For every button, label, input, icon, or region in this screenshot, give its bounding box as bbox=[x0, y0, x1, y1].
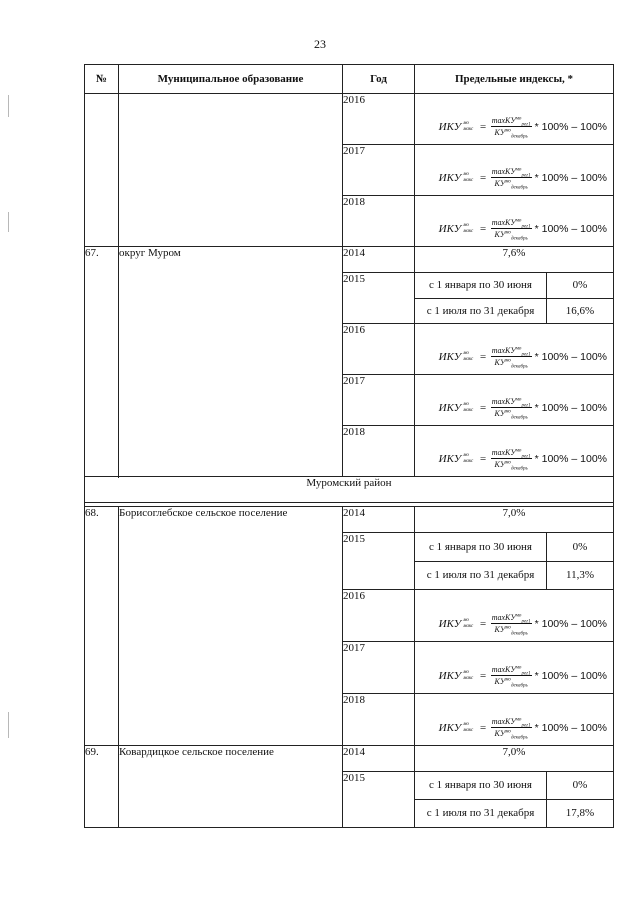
index-formula bbox=[415, 426, 614, 477]
formula-lhs: ИКУ bbox=[438, 401, 462, 414]
formula-equals: = bbox=[479, 350, 487, 363]
formula-fraction bbox=[491, 717, 532, 739]
region-heading: Муромский район bbox=[85, 477, 614, 503]
period-label: с 1 января по 30 июня bbox=[415, 533, 547, 561]
formula-numerator-sub: peг1 bbox=[521, 224, 531, 230]
formula-lhs-top: мо bbox=[463, 120, 469, 126]
formula-numerator-main: maxKУ bbox=[491, 345, 516, 355]
period-value: 0% bbox=[572, 540, 588, 553]
formula-denominator-sub: декабрь bbox=[510, 684, 528, 689]
period-value: 17,8% bbox=[547, 799, 614, 827]
formula-numerator-sup: мо bbox=[515, 116, 522, 122]
table-row bbox=[85, 247, 614, 273]
formula-fraction bbox=[491, 665, 532, 687]
formula-lhs-top: мо bbox=[463, 350, 469, 356]
formula-rest: * 100% – 100% bbox=[534, 222, 607, 235]
formula-numerator-sub: peг1 bbox=[521, 122, 531, 128]
formula-denominator bbox=[495, 357, 528, 368]
formula-numerator-main: maxKУ bbox=[491, 612, 516, 622]
formula-fraction bbox=[491, 613, 532, 635]
formula-numerator-main: maxKУ bbox=[491, 664, 516, 674]
formula-rest: * 100% – 100% bbox=[534, 669, 607, 682]
year-cell: 2014 bbox=[343, 247, 415, 273]
formula-lhs-indices bbox=[463, 453, 473, 465]
formula-denominator-sub: декабрь bbox=[510, 632, 528, 637]
year-cell: 2018 bbox=[343, 426, 415, 477]
formula-numerator-main: maxKУ bbox=[491, 166, 516, 176]
year-cell: 2014 bbox=[343, 746, 415, 772]
formula-lhs-indices bbox=[463, 223, 473, 235]
formula-numerator bbox=[491, 167, 532, 179]
row-number bbox=[85, 94, 119, 247]
scan-margin-mark bbox=[8, 712, 9, 738]
formula-equals: = bbox=[479, 617, 487, 630]
header-number: № bbox=[85, 65, 119, 94]
formula-lhs-bottom: макс bbox=[463, 407, 474, 413]
tariff-index-formula bbox=[439, 218, 607, 240]
formula-denominator-sup: мо bbox=[505, 358, 511, 364]
index-value: 7,0% bbox=[415, 746, 614, 772]
index-formula bbox=[415, 375, 614, 426]
year-cell: 2015 bbox=[343, 273, 415, 324]
index-formula bbox=[415, 145, 614, 196]
formula-lhs-indices bbox=[463, 402, 473, 414]
formula-lhs-bottom: макс bbox=[463, 177, 474, 183]
formula-rest: * 100% – 100% bbox=[534, 120, 607, 133]
formula-lhs-top: мо bbox=[463, 401, 469, 407]
formula-lhs-indices bbox=[463, 722, 473, 734]
period-value: 11,3% bbox=[547, 561, 614, 589]
municipality-name: округ Муром bbox=[119, 247, 343, 477]
tariff-index-formula bbox=[439, 613, 607, 635]
formula-fraction bbox=[491, 448, 532, 470]
formula-denominator bbox=[495, 127, 528, 138]
year-cell: 2016 bbox=[343, 94, 415, 145]
formula-equals: = bbox=[479, 669, 487, 682]
formula-lhs-bottom: макс bbox=[463, 623, 474, 629]
year-cell: 2016 bbox=[343, 324, 415, 375]
formula-denominator-sub: декабрь bbox=[510, 135, 528, 140]
formula-equals: = bbox=[479, 721, 487, 734]
row-number: 69. bbox=[85, 746, 119, 828]
formula-numerator-main: maxKУ bbox=[491, 447, 516, 457]
formula-numerator-sup: мо bbox=[515, 665, 522, 671]
formula-denominator-main: KУ bbox=[494, 128, 506, 138]
formula-equals: = bbox=[479, 222, 487, 235]
formula-numerator bbox=[491, 717, 532, 729]
formula-denominator-sup: мо bbox=[505, 460, 511, 466]
formula-lhs-indices bbox=[463, 351, 473, 363]
index-formula bbox=[415, 642, 614, 694]
tariff-index-table bbox=[84, 64, 614, 828]
formula-numerator-sub: peг1 bbox=[521, 671, 531, 677]
formula-denominator-sup: мо bbox=[505, 230, 511, 236]
row-number: 68. bbox=[85, 507, 119, 746]
formula-lhs: ИКУ bbox=[438, 617, 462, 630]
formula-numerator-sup: мо bbox=[515, 167, 522, 173]
tariff-index-formula bbox=[439, 167, 607, 189]
formula-denominator-sub: декабрь bbox=[510, 237, 528, 242]
formula-numerator bbox=[491, 448, 532, 460]
formula-denominator bbox=[495, 728, 528, 739]
tariff-index-formula bbox=[439, 717, 607, 739]
split-periods-cell bbox=[415, 533, 614, 590]
formula-numerator-sub: peг1 bbox=[521, 454, 531, 460]
table-row bbox=[85, 94, 614, 145]
formula-denominator-sub: декабрь bbox=[510, 736, 528, 741]
table-row bbox=[85, 477, 614, 503]
formula-lhs-top: мо bbox=[463, 171, 469, 177]
formula-denominator-sub: декабрь bbox=[510, 186, 528, 191]
formula-lhs-bottom: макс bbox=[463, 228, 474, 234]
formula-lhs-top: мо bbox=[463, 222, 469, 228]
index-formula bbox=[415, 94, 614, 145]
formula-numerator bbox=[491, 665, 532, 677]
formula-lhs: ИКУ bbox=[438, 120, 462, 133]
formula-denominator-sup: мо bbox=[505, 409, 511, 415]
formula-denominator-main: KУ bbox=[494, 409, 506, 419]
formula-rest: * 100% – 100% bbox=[534, 617, 607, 630]
formula-denominator-sup: мо bbox=[505, 179, 511, 185]
period-value: 16,6% bbox=[547, 298, 614, 323]
formula-denominator bbox=[495, 178, 528, 189]
index-formula bbox=[415, 590, 614, 642]
formula-numerator-main: maxKУ bbox=[491, 396, 516, 406]
formula-numerator-sub: peг1 bbox=[521, 352, 531, 358]
tariff-index-formula bbox=[439, 665, 607, 687]
formula-lhs-bottom: макс bbox=[463, 675, 474, 681]
formula-denominator-main: KУ bbox=[494, 625, 506, 635]
split-periods-cell bbox=[415, 273, 614, 324]
formula-lhs: ИКУ bbox=[438, 222, 462, 235]
formula-numerator-sup: мо bbox=[515, 613, 522, 619]
formula-denominator-main: KУ bbox=[494, 358, 506, 368]
year-cell: 2017 bbox=[343, 642, 415, 694]
split-periods-cell bbox=[415, 772, 614, 828]
period-label: с 1 июля по 31 декабря bbox=[415, 298, 547, 323]
index-value: 7,0% bbox=[415, 507, 614, 533]
formula-lhs: ИКУ bbox=[438, 171, 462, 184]
formula-numerator-sub: peг1 bbox=[521, 723, 531, 729]
formula-lhs-top: мо bbox=[463, 721, 469, 727]
formula-denominator bbox=[495, 408, 528, 419]
year-cell: 2017 bbox=[343, 375, 415, 426]
municipality-name bbox=[119, 94, 343, 247]
scan-margin-mark bbox=[8, 95, 9, 117]
formula-numerator-sup: мо bbox=[515, 448, 522, 454]
table-header-row bbox=[85, 65, 614, 94]
tariff-index-formula bbox=[439, 448, 607, 470]
formula-lhs-indices bbox=[463, 121, 473, 133]
formula-numerator-sub: peг1 bbox=[521, 619, 531, 625]
formula-lhs-indices bbox=[463, 670, 473, 682]
formula-lhs-indices bbox=[463, 618, 473, 630]
formula-denominator bbox=[495, 624, 528, 635]
table-row bbox=[85, 507, 614, 533]
formula-numerator-sup: мо bbox=[515, 346, 522, 352]
period-value: 0% bbox=[572, 279, 588, 292]
formula-lhs: ИКУ bbox=[438, 669, 462, 682]
formula-fraction bbox=[491, 167, 532, 189]
formula-fraction bbox=[491, 397, 532, 419]
formula-lhs-bottom: макс bbox=[463, 727, 474, 733]
index-formula bbox=[415, 196, 614, 247]
formula-rest: * 100% – 100% bbox=[534, 721, 607, 734]
formula-equals: = bbox=[479, 120, 487, 133]
page-number: 23 bbox=[314, 37, 326, 51]
period-label: с 1 июля по 31 декабря bbox=[415, 799, 547, 827]
index-formula bbox=[415, 324, 614, 375]
formula-fraction bbox=[491, 116, 532, 138]
index-value: 7,6% bbox=[415, 247, 614, 273]
table-row bbox=[85, 746, 614, 772]
formula-denominator-sup: мо bbox=[505, 677, 511, 683]
index-formula bbox=[415, 694, 614, 746]
formula-denominator-sub: декабрь bbox=[510, 467, 528, 472]
formula-denominator-main: KУ bbox=[494, 729, 506, 739]
header-municipality: Муниципальное образование bbox=[119, 65, 343, 94]
formula-denominator-main: KУ bbox=[494, 677, 506, 687]
formula-numerator bbox=[491, 116, 532, 128]
year-cell: 2017 bbox=[343, 145, 415, 196]
formula-numerator-main: maxKУ bbox=[491, 217, 516, 227]
formula-rest: * 100% – 100% bbox=[534, 350, 607, 363]
tariff-index-formula bbox=[439, 346, 607, 368]
formula-numerator bbox=[491, 397, 532, 409]
row-number: 67. bbox=[85, 247, 119, 477]
formula-denominator-main: KУ bbox=[494, 230, 506, 240]
year-cell: 2015 bbox=[343, 772, 415, 828]
formula-lhs: ИКУ bbox=[438, 721, 462, 734]
tariff-index-formula bbox=[439, 397, 607, 419]
scan-margin-mark bbox=[8, 212, 9, 232]
formula-numerator-sup: мо bbox=[515, 717, 522, 723]
period-label: с 1 января по 30 июня bbox=[415, 273, 547, 298]
formula-numerator-sub: peг1 bbox=[521, 173, 531, 179]
formula-lhs-top: мо bbox=[463, 669, 469, 675]
formula-denominator bbox=[495, 676, 528, 687]
formula-numerator-main: maxKУ bbox=[491, 115, 516, 125]
formula-denominator bbox=[495, 229, 528, 240]
header-year: Год bbox=[343, 65, 415, 94]
year-cell: 2018 bbox=[343, 196, 415, 247]
formula-equals: = bbox=[479, 401, 487, 414]
formula-numerator-sup: мо bbox=[515, 218, 522, 224]
period-value: 0% bbox=[572, 779, 588, 792]
year-cell: 2014 bbox=[343, 507, 415, 533]
formula-equals: = bbox=[479, 171, 487, 184]
municipality-name: Борисоглебское сельское поселение bbox=[119, 507, 343, 746]
formula-numerator-sup: мо bbox=[515, 397, 522, 403]
formula-numerator bbox=[491, 613, 532, 625]
formula-fraction bbox=[491, 346, 532, 368]
formula-numerator bbox=[491, 346, 532, 358]
formula-lhs-indices bbox=[463, 172, 473, 184]
formula-denominator-sub: декабрь bbox=[510, 365, 528, 370]
header-index: Предельные индексы, * bbox=[415, 65, 614, 94]
formula-numerator bbox=[491, 218, 532, 230]
formula-lhs: ИКУ bbox=[438, 452, 462, 465]
formula-lhs-top: мо bbox=[463, 617, 469, 623]
formula-lhs-bottom: макс bbox=[463, 126, 474, 132]
formula-denominator-sup: мо bbox=[505, 625, 511, 631]
formula-equals: = bbox=[479, 452, 487, 465]
formula-rest: * 100% – 100% bbox=[534, 401, 607, 414]
formula-lhs: ИКУ bbox=[438, 350, 462, 363]
year-cell: 2018 bbox=[343, 694, 415, 746]
formula-denominator-sup: мо bbox=[505, 729, 511, 735]
formula-denominator-sub: декабрь bbox=[510, 416, 528, 421]
formula-rest: * 100% – 100% bbox=[534, 452, 607, 465]
period-label: с 1 января по 30 июня bbox=[415, 772, 547, 799]
municipality-name: Ковардицкое сельское поселение bbox=[119, 746, 343, 828]
formula-rest: * 100% – 100% bbox=[534, 171, 607, 184]
period-label: с 1 июля по 31 декабря bbox=[415, 561, 547, 589]
year-cell: 2015 bbox=[343, 533, 415, 590]
formula-numerator-sub: peг1 bbox=[521, 403, 531, 409]
formula-fraction bbox=[491, 218, 532, 240]
formula-lhs-bottom: макс bbox=[463, 356, 474, 362]
formula-denominator bbox=[495, 459, 528, 470]
year-cell: 2016 bbox=[343, 590, 415, 642]
tariff-index-formula bbox=[439, 116, 607, 138]
formula-lhs-bottom: макс bbox=[463, 458, 474, 464]
formula-denominator-main: KУ bbox=[494, 460, 506, 470]
formula-denominator-main: KУ bbox=[494, 179, 506, 189]
formula-lhs-top: мо bbox=[463, 452, 469, 458]
formula-numerator-main: maxKУ bbox=[491, 716, 516, 726]
formula-denominator-sup: мо bbox=[505, 128, 511, 134]
